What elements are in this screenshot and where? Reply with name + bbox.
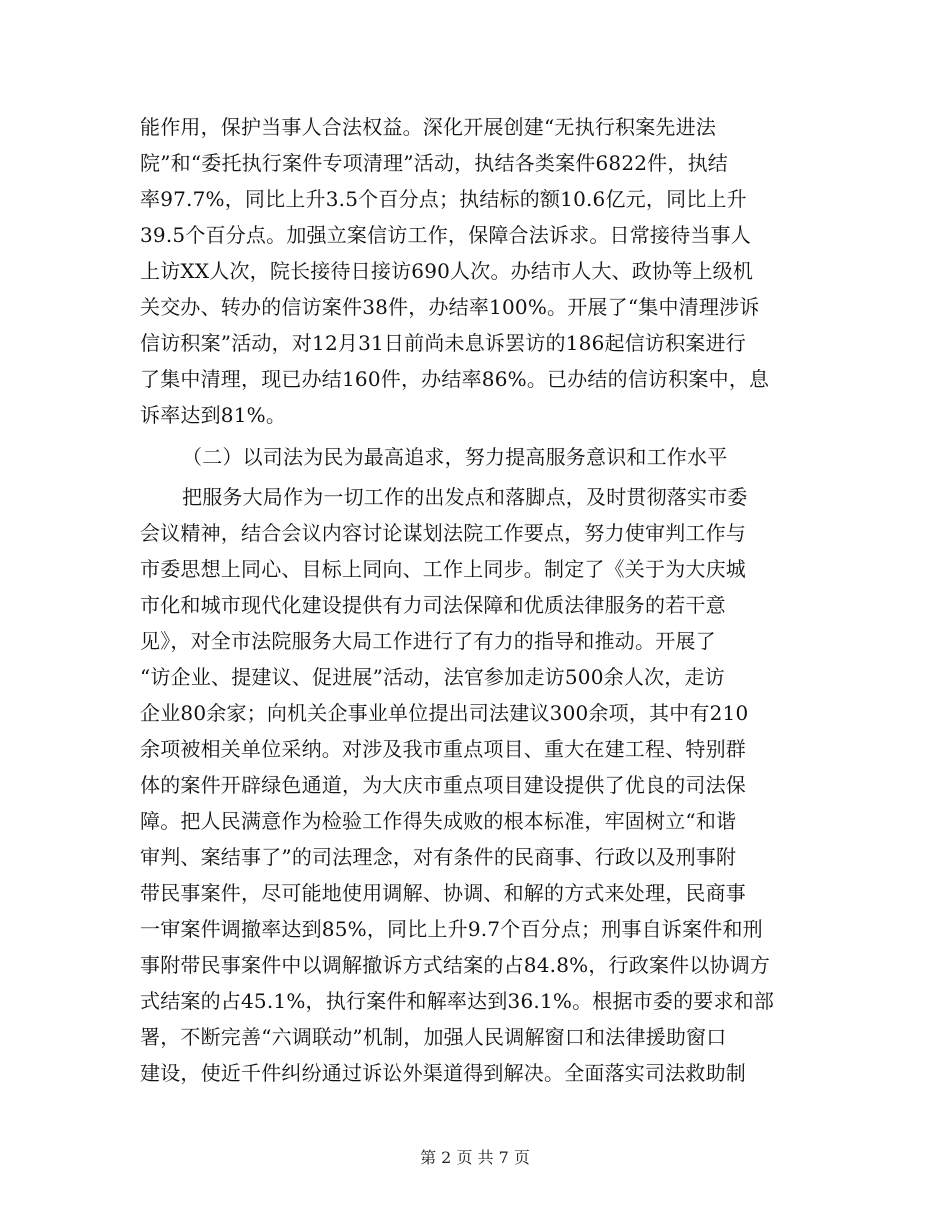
text-line: 见》，对全市法院服务大局工作进行了有力的指导和推动。开展了: [140, 629, 716, 653]
paragraph-first-line: 把服务大局作为一切工作的出发点和落脚点，及时贯彻落实市委: [182, 485, 748, 509]
text-line: 信访积案”活动，对12月31日前尚未息诉罢访的186起信访积案进行: [140, 331, 746, 355]
text-line: 建设，使近千件纠纷通过诉讼外渠道得到解决。全面落实司法救助制: [140, 1061, 746, 1085]
text-line: 式结案的占45.1%，执行案件和解率达到36.1%。根据市委的要求和部: [140, 989, 775, 1013]
text-line: 院”和“委托执行案件专项清理”活动，执结各类案件6822件，执结: [140, 151, 728, 175]
text-line: 关交办、转办的信访案件38件，办结率100%。开展了“集中清理涉诉: [140, 295, 760, 319]
text-line: 39.5个百分点。加强立案信访工作，保障合法诉求。日常接待当事人: [140, 223, 751, 247]
section-heading: （二）以司法为民为最高追求，努力提高服务意识和工作水平: [182, 445, 728, 469]
text-line: 体的案件开辟绿色通道，为大庆市重点项目建设提供了优良的司法保: [140, 773, 746, 797]
text-line: 事附带民事案件中以调解撤诉方式结案的占84.8%，行政案件以协调方: [140, 953, 771, 977]
text-line: 一审案件调撤率达到85%，同比上升9.7个百分点；刑事自诉案件和刑: [140, 917, 763, 941]
text-line: 市化和城市现代化建设提供有力司法保障和优质法律服务的若干意: [140, 593, 726, 617]
text-line: 审判、案结事了”的司法理念，对有条件的民商事、行政以及刑事附: [140, 845, 737, 869]
text-line: 会议精神，结合会议内容讨论谋划法院工作要点，努力使审判工作与: [140, 521, 746, 545]
text-line: 率97.7%，同比上升3.5个百分点；执结标的额10.6亿元，同比上升: [140, 187, 747, 211]
text-line: “访企业、提建议、促进展”活动，法官参加走访500余人次，走访: [140, 665, 725, 689]
text-line: 带民事案件，尽可能地使用调解、协调、和解的方式来处理，民商事: [140, 881, 746, 905]
text-line: 诉率达到81%。: [140, 403, 287, 427]
text-line: 企业80余家；向机关企事业单位提出司法建议300余项，其中有210: [140, 701, 749, 725]
text-line: 署，不断完善“六调联动”机制，加强人民调解窗口和法律援助窗口: [140, 1025, 727, 1049]
text-line: 障。把人民满意作为检验工作得失成败的根本标准，牢固树立“和谐: [140, 809, 737, 833]
page-footer: 第 2 页 共 7 页: [420, 1148, 530, 1167]
text-line: 能作用，保护当事人合法权益。深化开展创建“无执行积案先进法: [140, 115, 717, 139]
text-line: 余项被相关单位采纳。对涉及我市重点项目、重大在建工程、特别群: [140, 737, 746, 761]
text-line: 上访XX人次，院长接待日接访690人次。办结市人大、政协等上级机: [140, 259, 754, 283]
text-line: 市委思想上同心、目标上同向、工作上同步。制定了《关于为大庆城: [140, 557, 746, 581]
text-line: 了集中清理，现已办结160件，办结率86%。已办结的信访积案中，息: [140, 367, 770, 391]
